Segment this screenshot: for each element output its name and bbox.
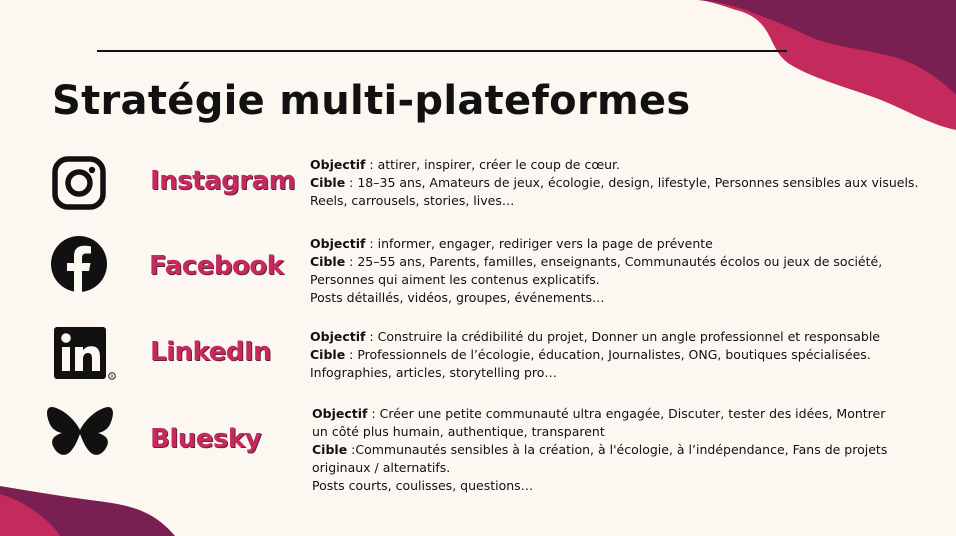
formats-text: Posts courts, coulisses, questions…	[312, 478, 534, 493]
linkedin-icon	[54, 327, 118, 383]
platform-desc-linkedin	[310, 328, 920, 382]
cible-label: Cible	[312, 442, 348, 457]
bluesky-icon	[47, 406, 113, 464]
objectif-text: : attirer, inspirer, créer le coup de cœur.	[365, 157, 621, 172]
objectif-text: : Construire la crédibilité du projet, Donner un angle professionnel et responsable	[365, 329, 880, 344]
objectif-label: Objectif	[312, 406, 368, 421]
objectif-text: : Créer une petite communauté ultra engagée, Discuter, tester des idées, Montrer un côté plus humain, authentique, transparent	[312, 406, 886, 439]
platform-name-bluesky: Bluesky	[150, 424, 262, 454]
platform-name-facebook: Facebook	[149, 251, 284, 281]
cible-text: :Communautés sensibles à la création, à l'écologie, à l’indépendance, Fans de projets originaux / alternatifs.	[312, 442, 888, 475]
objectif-label: Objectif	[310, 329, 366, 344]
formats-text: Posts détaillés, vidéos, groupes, événements…	[310, 290, 605, 305]
cible-text: : 18–35 ans, Amateurs de jeux, écologie, design, lifestyle, Personnes sensibles aux visuels.	[345, 175, 919, 190]
objectif-label: Objectif	[310, 236, 366, 251]
cible-label: Cible	[310, 347, 346, 362]
platform-name-linkedin: LinkedIn	[150, 337, 272, 367]
cible-text: : Professionnels de l’écologie, éducation, Journalistes, ONG, boutiques spécialisées.	[345, 347, 871, 362]
objectif-text: : informer, engager, rediriger vers la page de prévente	[365, 236, 713, 251]
svg-text:R: R	[110, 375, 114, 380]
platform-name-instagram: Instagram	[150, 166, 296, 196]
formats-text: Infographies, articles, storytelling pro…	[310, 365, 557, 380]
platform-desc-instagram	[310, 156, 920, 210]
top-right-decoration	[696, 0, 956, 130]
bottom-left-decoration	[0, 486, 180, 536]
page-title: Stratégie multi-plateformes	[52, 78, 691, 124]
formats-text: Reels, carrousels, stories, lives…	[310, 193, 515, 208]
platform-desc-bluesky	[312, 405, 902, 495]
cible-label: Cible	[310, 254, 346, 269]
facebook-icon	[50, 235, 108, 293]
platform-desc-facebook	[310, 235, 910, 307]
cible-text: : 25–55 ans, Parents, familles, enseignants, Communautés écolos ou jeux de société, Personnes qui aiment les contenus explicatifs.	[310, 254, 883, 287]
cible-label: Cible	[310, 175, 346, 190]
instagram-icon	[52, 156, 106, 210]
objectif-label: Objectif	[310, 157, 366, 172]
top-divider	[97, 50, 787, 52]
